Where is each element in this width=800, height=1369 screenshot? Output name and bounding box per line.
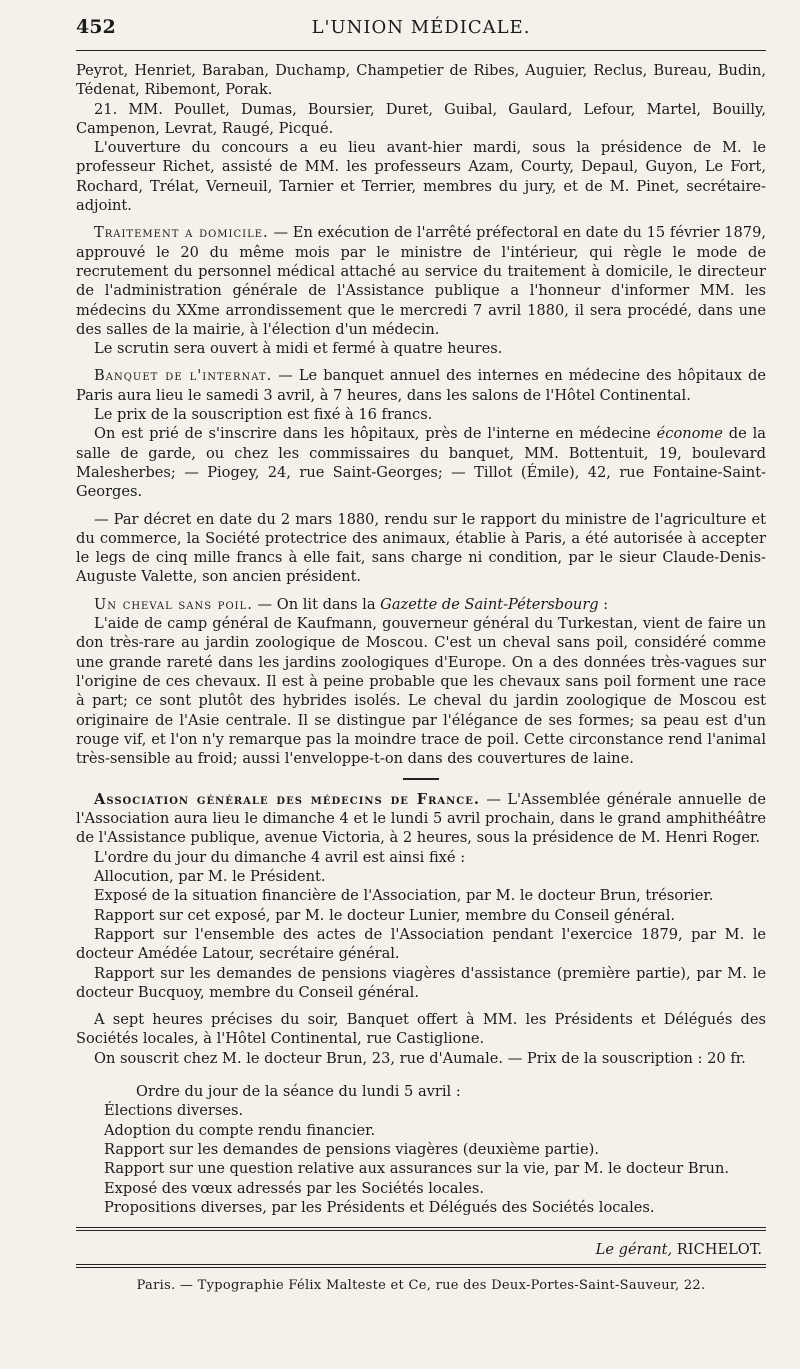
- banquet-soir: A sept heures précises du soir, Banquet offert à MM. les Présidents et Délégués des Sociétés locales, à l'Hôtel Continental, rue Castiglione.: [76, 1011, 766, 1048]
- inscription-text-a: On est prié de s'inscrire dans les hôpitaux, près de l'interne en médecine: [94, 425, 657, 443]
- page-header: [76, 16, 766, 51]
- banquet-text: — Le banquet annuel des internes en médecine des hôpitaux de Paris aura lieu le samedi 3 avril, à 7 heures, dans les salons de l'Hôtel Continental.: [76, 367, 766, 404]
- agenda-item: Exposé de la situation financière de l'Association, par M. le docteur Brun, trésorier.: [94, 887, 714, 905]
- banquet-paragraph: [76, 366, 766, 405]
- ordre-lundi: Ordre du jour de la séance du lundi 5 avril :: [136, 1083, 461, 1101]
- concours-opening: L'ouverture du concours a eu lieu avant-hier mardi, sous la présidence de M. le professeur Richet, assisté de MM. les professeurs Azam, Courty, Depaul, Guyon, Le Fort, Rochard, Trélat, Verneuil, Tarnier et Terrier, membres du jury, et de M. Pinet, secrétaire-adjoint.: [76, 139, 766, 215]
- cheval-heading: Un cheval sans poil.: [94, 595, 253, 613]
- banquet-heading: Banquet de l'internat.: [94, 367, 273, 385]
- inscription-text-b: de la salle de garde, ou chez les commissaires du banquet, MM. Bottentuit, 19, boulevard Malesherbes; — Piogey, 24, rue Saint-Georges; — Tillot (Émile), 42, rue Fontaine-Saint-Georges.: [76, 425, 767, 501]
- association-text: — L'Assemblée générale annuelle de l'Association aura lieu le dimanche 4 et le lundi 5 avril prochain, dans le grand amphithéâtre de l'Assistance publique, avenue Victoria, à 2 heures, sous la présidence de M. Henri Roger.: [76, 790, 766, 847]
- imprint-rule: [76, 1264, 766, 1268]
- cheval-text-a: — On lit dans la: [252, 595, 381, 613]
- gerant-label: Le gérant,: [595, 1241, 673, 1259]
- inscription-econome: économe: [656, 425, 723, 443]
- traitement-heading: Traitement a domicile.: [94, 224, 269, 242]
- footer-rule: [76, 1227, 766, 1231]
- gazette-title: Gazette de Saint-Pétersbourg: [380, 595, 599, 613]
- association-paragraph: [76, 790, 766, 848]
- decret-paragraph: — Par décret en date du 2 mars 1880, rendu sur le rapport du ministre de l'agriculture et du commerce, la Société protectrice des animaux, établie à Paris, a été autorisée à accepter le legs de cinq mille francs à elle fait, sans charge ni condition, par le sieur Claude-Denis-Auguste Valette, son ancien président.: [76, 510, 766, 586]
- souscription-info: On souscrit chez M. le docteur Brun, 23, rue d'Aumale. — Prix de la souscription : 20 fr.: [94, 1049, 746, 1067]
- agenda-item: Propositions diverses, par les Présidents et Délégués des Sociétés locales.: [104, 1198, 655, 1216]
- cheval-body: L'aide de camp général de Kaufmann, gouverneur général du Turkestan, vient de faire un don très-rare au jardin zoologique de Moscou. C'est un cheval sans poil, considéré comme une grande rareté dans les jardins zoologiques d'Europe. On a des données très-vagues sur l'origine de ces chevaux. Il est à peine probable que les chevaux sans poil forment une race à part; ce sont plutôt des hybrides isolés. Le cheval du jardin zoologique de Moscou est originaire de l'Asie centrale. Il se distingue par l'élégance de ses formes; sa peau est d'un rouge vif, et l'on n'y remarque pas la moindre trace de poil. Cette circonstance rend l'animal très-sensible au froid; aussi l'enveloppe-t-on dans des couvertures de laine.: [76, 615, 766, 768]
- agenda-item: Élections diverses.: [104, 1102, 244, 1120]
- gerant-name: RICHELOT.: [672, 1241, 762, 1259]
- jury-list-21: 21. MM. Poullet, Dumas, Boursier, Duret, Guibal, Gaulard, Lefour, Martel, Bouilly, Campenon, Levrat, Raugé, Picqué.: [76, 100, 766, 137]
- gerant-signature: [76, 1241, 762, 1258]
- cheval-text-b: :: [598, 595, 609, 613]
- association-heading: Association générale des médecins de France.: [94, 790, 480, 808]
- traitement-paragraph: [76, 223, 766, 339]
- scrutin-paragraph: Le scrutin sera ouvert à midi et fermé à quatre heures.: [94, 340, 503, 358]
- printer-imprint: Paris. — Typographie Félix Malteste et Ce, rue des Deux-Portes-Saint-Sauveur, 22.: [136, 1278, 706, 1294]
- cheval-intro: [76, 595, 766, 614]
- agenda-item: Rapport sur cet exposé, par M. le docteur Lunier, membre du Conseil général.: [94, 906, 676, 924]
- article-body: [76, 61, 766, 1217]
- agenda-item: Rapport sur les demandes de pensions viagères d'assistance (première partie), par M. le docteur Bucquoy, membre du Conseil général.: [76, 964, 766, 1001]
- prix-paragraph: Le prix de la souscription est fixé à 16 francs.: [94, 406, 433, 424]
- inscription-paragraph: [76, 424, 766, 501]
- traitement-text: — En exécution de l'arrêté préfectoral en date du 15 février 1879, approuvé le 20 du même mois par le ministre de l'intérieur, qui règle le mode de recrutement du personnel médical attaché au service du traitement à domicile, le directeur de l'administration générale de l'Assistance publique a l'honneur d'informer MM. les médecins du XXme arrondissement que le mercredi 7 avril 1880, il sera procédé, dans une des salles de la mairie, à l'élection d'un médecin.: [76, 224, 766, 338]
- running-title: L'UNION MÉDICALE.: [311, 17, 531, 38]
- jury-list-continued: Peyrot, Henriet, Baraban, Duchamp, Champetier de Ribes, Auguier, Reclus, Bureau, Budin, Tédenat, Ribemont, Porak.: [76, 62, 766, 99]
- page-number: 452: [76, 16, 116, 38]
- ordre-dimanche: L'ordre du jour du dimanche 4 avril est ainsi fixé :: [94, 848, 466, 866]
- agenda-item: Rapport sur les demandes de pensions viagères (deuxième partie).: [104, 1140, 599, 1158]
- agenda-item: Rapport sur une question relative aux assurances sur la vie, par M. le docteur Brun.: [104, 1160, 729, 1178]
- agenda-item: Exposé des vœux adressés par les Sociétés locales.: [104, 1179, 484, 1197]
- agenda-item: Rapport sur l'ensemble des actes de l'Association pendant l'exercice 1879, par M. le docteur Amédée Latour, secrétaire général.: [76, 925, 766, 963]
- agenda-item: Adoption du compte rendu financier.: [104, 1121, 376, 1139]
- agenda-item: Allocution, par M. le Président.: [94, 868, 326, 886]
- section-separator: [403, 778, 439, 780]
- lundi-agenda: [76, 1101, 766, 1217]
